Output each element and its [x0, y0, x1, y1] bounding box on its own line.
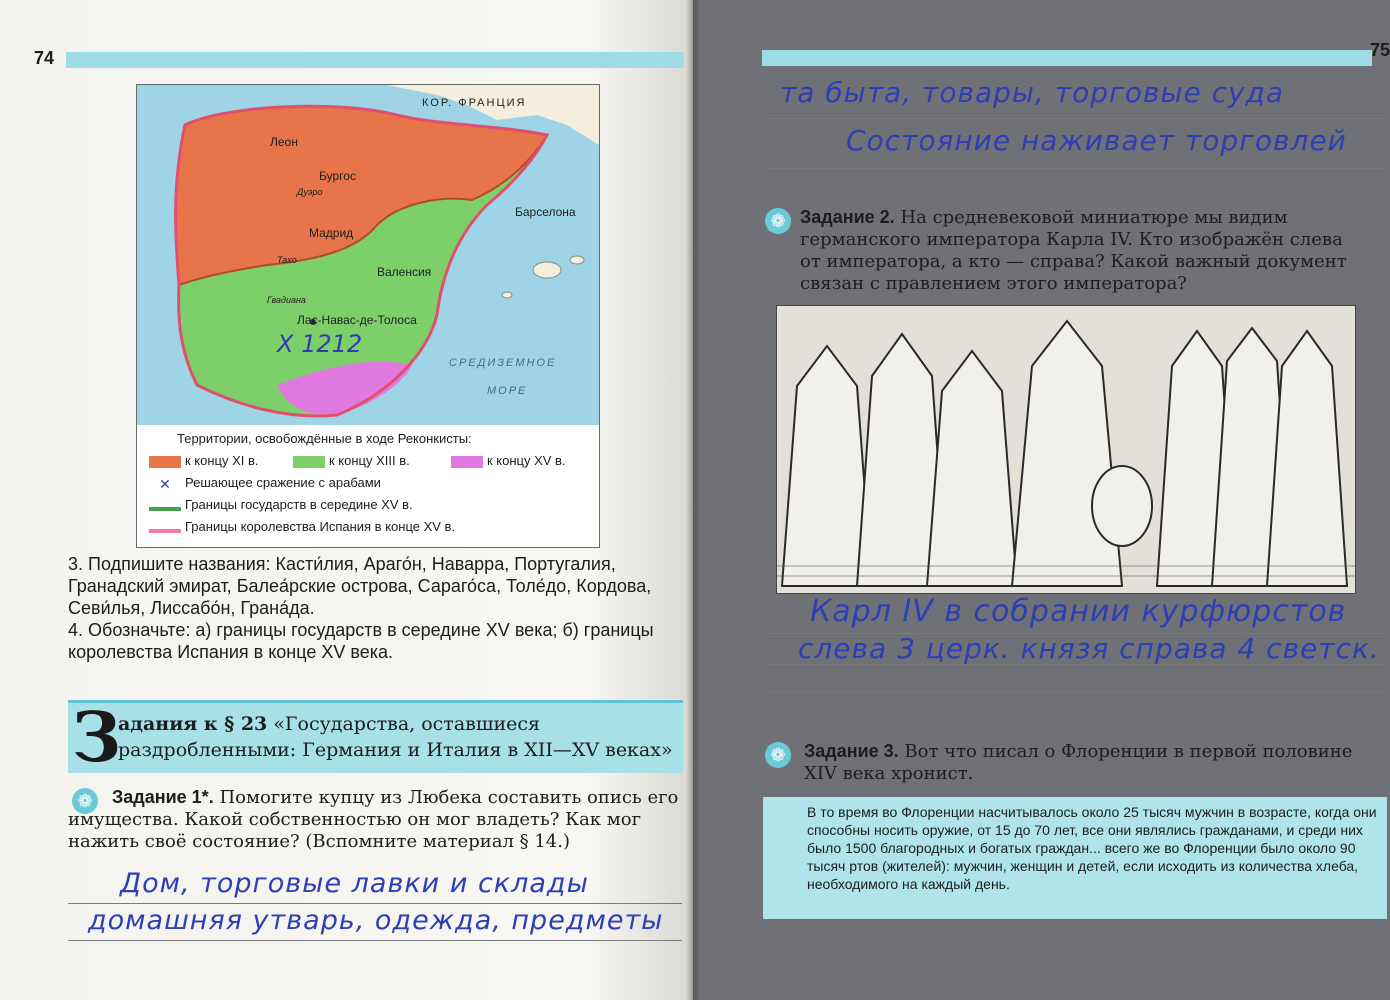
legend-label-xiii: к концу XIII в.	[329, 453, 410, 468]
header-band-left	[66, 52, 684, 68]
task-2-text: На средневековой миниатюре мы видим германского императора Карла IV. Кто изображён слева от императора, а кто — справа? Какой важный документ связан с правлением этого императора?	[800, 207, 1347, 294]
task-flower-icon: ❁	[765, 742, 791, 768]
chronicle-quote: В то время во Флоренции насчитывалось около 25 тысяч мужчин в возрасте, когда они способны носить оружие, от 15 до 70 лет, все они являлись гражданами, и среди них было 1500 благородных и богатых граждан... всего же во Флоренции было около 90 тысяч ртов (жителей): мужчин, женщин и детей, если исходить из количества хлеба, необходимого на каждый день.	[807, 804, 1377, 892]
legend-line-state	[149, 507, 181, 511]
legend-label-xi: к концу XI в.	[185, 453, 259, 468]
legend-item-xi	[149, 453, 259, 468]
answer-rule	[68, 903, 682, 904]
chronicle-quote-box	[763, 797, 1387, 919]
questions-3-4	[68, 553, 683, 663]
task-2-label: Задание 2.	[800, 207, 895, 227]
city-label-burgos: Бургос	[319, 169, 356, 183]
answer-rule	[765, 118, 1385, 119]
legend-item-xv	[451, 453, 566, 468]
battle-cross-icon: ✕	[159, 475, 171, 492]
section-title-rest: «Государства, оставшиеся раздробленными: Германия и Италия в XII—XV веках»	[118, 713, 673, 761]
task-1-text: Помогите купцу из Любека составить опись его имущества. Какой собственностью он мог владеть? Как мог нажить своё состояние? (Вспомните материал § 14.)	[68, 787, 679, 852]
task-flower-icon: ❁	[765, 208, 791, 234]
task-1-answer-line-1: Дом, торговые лавки и склады	[120, 868, 589, 899]
page-number-right: 75	[1370, 40, 1390, 60]
reconquista-map	[136, 84, 600, 548]
legend-label-xv: к концу XV в.	[487, 453, 566, 468]
river-label-tajo: Тахо	[277, 255, 297, 265]
answer-rule	[68, 940, 682, 941]
task-3-label: Задание 3.	[804, 741, 899, 761]
section-header	[68, 698, 683, 778]
top-answer-line-2: Состояние наживает торговлей	[846, 124, 1347, 157]
task-flower-icon: ❁	[72, 788, 98, 814]
city-label-barcelona: Барселона	[515, 205, 576, 219]
legend-title: Территории, освобождённые в ходе Реконкисты:	[177, 431, 472, 446]
map-legend	[137, 425, 599, 547]
task-1-answer-line-2: домашняя утварь, одежда, предметы	[88, 905, 664, 936]
page-number-left: 74	[34, 48, 55, 68]
task-3	[804, 740, 1360, 785]
sea-label-line1: СРЕДИЗЕМНОЕ	[449, 357, 557, 369]
medieval-miniature	[776, 305, 1356, 594]
miniature-graphic	[777, 306, 1355, 593]
legend-item-battle	[149, 475, 381, 490]
island-menorca	[570, 256, 584, 264]
legend-line-spain	[149, 529, 181, 533]
legend-swatch-xiii	[293, 456, 325, 468]
legend-swatch-xi	[149, 456, 181, 468]
island-mallorca	[533, 262, 561, 278]
answer-rule	[765, 168, 1385, 169]
map-label-france: КОР. ФРАНЦИЯ	[422, 97, 527, 109]
header-band-right	[762, 50, 1372, 66]
figure-kneeling	[1092, 466, 1152, 546]
river-label-duero: Дуэро	[297, 187, 323, 197]
top-answer-line-1: та быта, товары, торговые суда	[780, 76, 1285, 109]
task-2-answer-line-2: слева 3 церк. князя справа 4 светск.	[798, 632, 1380, 665]
legend-swatch-xv	[451, 456, 483, 468]
city-label-leon: Леон	[270, 135, 298, 149]
sea-label-line2: МОРЕ	[487, 385, 528, 397]
question-4: 4. Обозначьте: а) границы государств в середине XV века; б) границы королевства Испания в конце XV века.	[68, 620, 654, 662]
legend-label-battle: Решающее сражение с арабами	[185, 475, 381, 490]
city-label-valencia: Валенсия	[377, 265, 432, 279]
task-1	[68, 786, 682, 853]
island-ibiza	[502, 292, 512, 298]
legend-label-state-borders: Границы государств в середине XV в.	[185, 497, 413, 512]
left-page	[0, 0, 693, 1000]
question-3: 3. Подпишите названия: Касти́лия, Араго́н, Наварра, Португалия, Гранадский эмират, Балеа́рские острова, Сараго́са, Толе́до, Кордова, Севи́лья, Лиссабо́н, Грана́да.	[68, 554, 652, 618]
river-label-guadiana: Гвадиана	[267, 295, 306, 305]
task-1-label: Задание 1*.	[112, 787, 214, 807]
task-2-answer-line-1: Карл IV в собрании курфюрстов	[810, 594, 1347, 629]
book-gutter	[686, 0, 700, 1000]
handwritten-battle-year: X 1212	[277, 330, 363, 358]
task-2	[800, 206, 1356, 295]
legend-item-xiii	[293, 453, 410, 468]
section-title	[118, 711, 678, 763]
answer-rule	[765, 692, 1385, 693]
city-label-madrid: Мадрид	[309, 226, 354, 240]
section-title-bold: адания к § 23	[118, 713, 268, 735]
map-graphic	[137, 85, 599, 425]
legend-item-spain-borders	[149, 519, 455, 534]
section-drop-cap: З	[72, 698, 122, 778]
city-label-las-navas: Лас-Навас-де-Толоса	[297, 313, 417, 327]
legend-item-state-borders	[149, 497, 413, 512]
task-3-text: Вот что писал о Флоренции в первой половине XIV века хронист.	[804, 741, 1353, 784]
legend-label-spain-borders: Границы королевства Испания в конце XV в.	[185, 519, 456, 534]
